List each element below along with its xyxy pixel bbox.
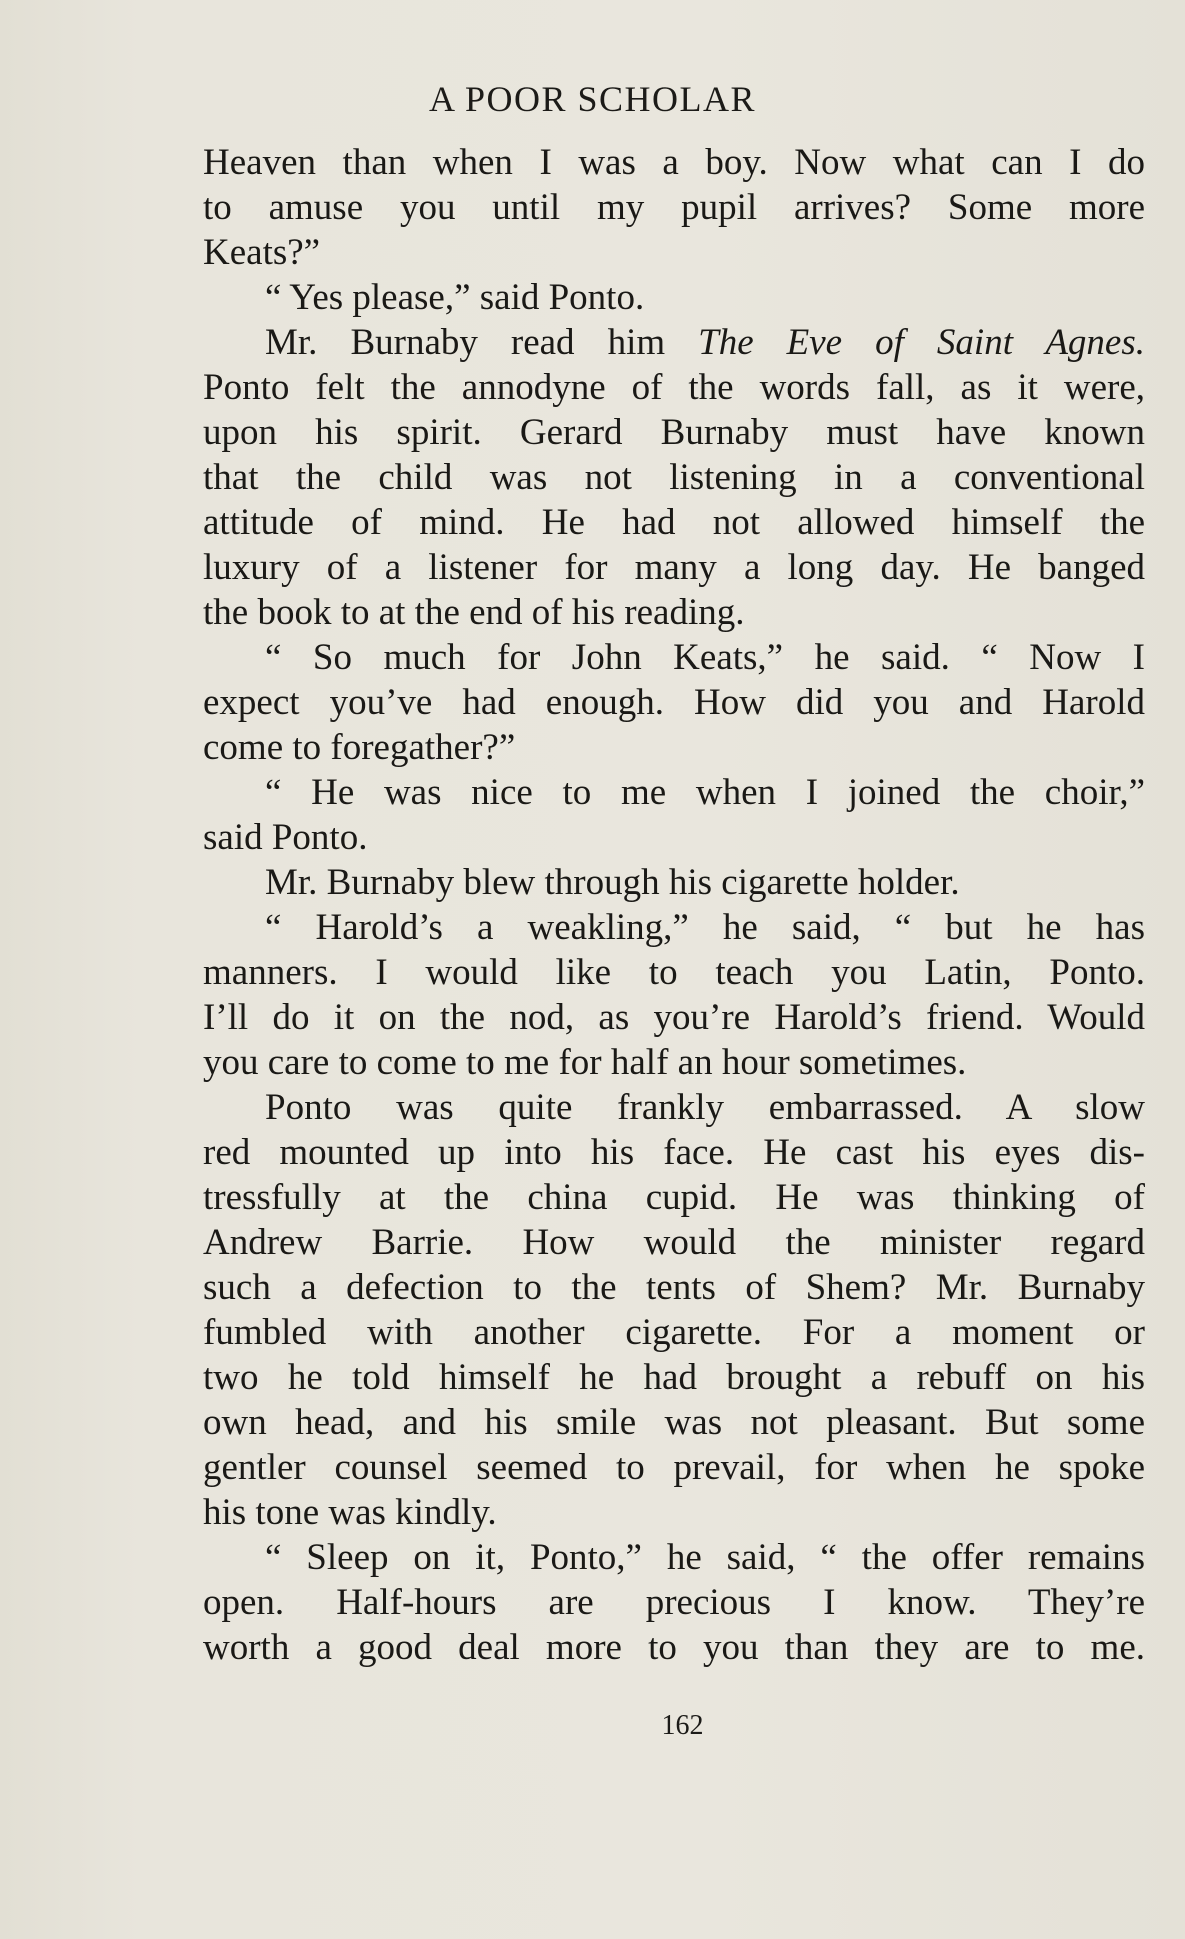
text-line: Keats?” bbox=[203, 232, 321, 273]
text-line: such a defection to the tents of Shem? Mr. Burnaby bbox=[203, 1267, 1145, 1308]
text-line: Mr. Burnaby blew through his cigarette holder. bbox=[265, 862, 960, 903]
text-line: tressfully at the china cupid. He was thinking of bbox=[203, 1177, 1145, 1218]
text-line: “ He was nice to me when I joined the choir,” bbox=[265, 772, 1145, 813]
text-line: “ Sleep on it, Ponto,” he said, “ the offer remains bbox=[265, 1537, 1145, 1578]
text-line: Mr. Burnaby read him The Eve of Saint Agnes. bbox=[265, 322, 1145, 363]
text-line: you care to come to me for half an hour sometimes. bbox=[203, 1042, 967, 1083]
text-line: two he told himself he had brought a rebuff on his bbox=[203, 1357, 1145, 1398]
text-line: red mounted up into his face. He cast his eyes dis- bbox=[203, 1132, 1145, 1173]
text-line: gentler counsel seemed to prevail, for when he spoke bbox=[203, 1447, 1145, 1488]
text-line: Ponto was quite frankly embarrassed. A slow bbox=[265, 1087, 1145, 1128]
page-number: 162 bbox=[661, 1710, 704, 1741]
text-line: the book to at the end of his reading. bbox=[203, 592, 745, 633]
text-line: fumbled with another cigarette. For a moment or bbox=[203, 1312, 1145, 1353]
text-line: “ Harold’s a weakling,” he said, “ but he has bbox=[265, 907, 1145, 948]
text-line: manners. I would like to teach you Latin, Ponto. bbox=[203, 952, 1145, 993]
text-line: expect you’ve had enough. How did you and Harold bbox=[203, 682, 1145, 723]
running-head: A POOR SCHOLAR bbox=[428, 79, 757, 119]
body-text bbox=[203, 140, 1145, 1670]
text-line: worth a good deal more to you than they are to me. bbox=[203, 1627, 1145, 1668]
text-line: attitude of mind. He had not allowed himself the bbox=[203, 502, 1145, 543]
text-line: Andrew Barrie. How would the minister regard bbox=[203, 1222, 1145, 1263]
text-line: to amuse you until my pupil arrives? Some more bbox=[203, 187, 1145, 228]
text-line: I’ll do it on the nod, as you’re Harold’s friend. Would bbox=[203, 997, 1145, 1038]
text-line: Heaven than when I was a boy. Now what can I do bbox=[203, 142, 1145, 183]
text-line: own head, and his smile was not pleasant. But some bbox=[203, 1402, 1145, 1443]
text-line: that the child was not listening in a conventional bbox=[203, 457, 1145, 498]
book-title-italic: The Eve of Saint Agnes. bbox=[698, 322, 1145, 363]
text-line: luxury of a listener for many a long day. He banged bbox=[203, 547, 1145, 588]
text-line: “ So much for John Keats,” he said. “ Now I bbox=[265, 637, 1145, 678]
text-line: his tone was kindly. bbox=[203, 1492, 497, 1533]
text-line: “ Yes please,” said Ponto. bbox=[265, 277, 645, 318]
text-line: open. Half-hours are precious I know. They’re bbox=[203, 1582, 1145, 1623]
text-line: come to foregather?” bbox=[203, 727, 516, 768]
text-line: upon his spirit. Gerard Burnaby must have known bbox=[203, 412, 1145, 453]
text-line: said Ponto. bbox=[203, 817, 368, 858]
text-line: Ponto felt the annodyne of the words fall, as it were, bbox=[203, 367, 1145, 408]
